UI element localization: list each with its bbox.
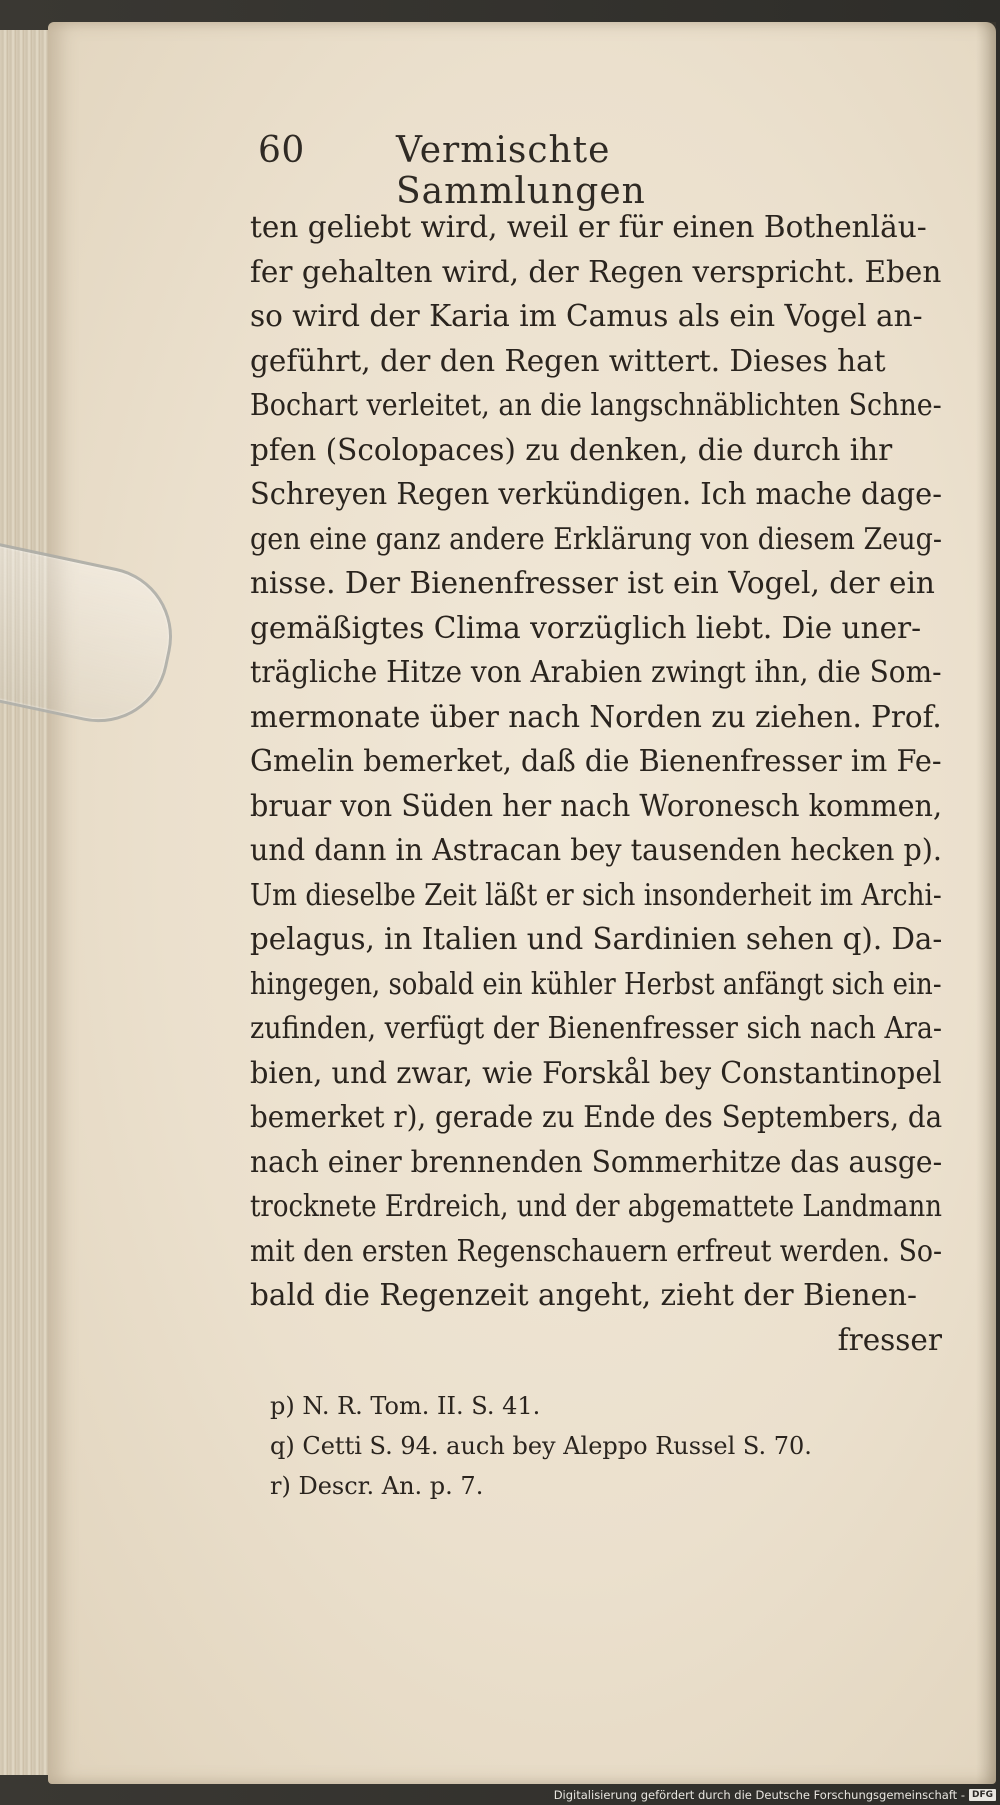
footnote: p) N. R. Tom. II. S. 41. [270,1392,541,1420]
text-line: bald die Regenzeit angeht, zieht der Bienen- [250,1278,918,1312]
text-line: Um dieselbe Zeit läßt er sich insonderheit im Archi- [250,877,942,912]
page-number: 60 [258,130,305,171]
digitization-credit [554,1788,996,1802]
text-line: ten geliebt wird, weil er für einen Bothenläu- [250,210,927,244]
catchword: fresser [837,1322,942,1357]
text-line: pelagus, in Italien und Sardinien sehen q). Da- [250,922,943,956]
text-line: Schreyen Regen verkündigen. Ich mache dage- [250,477,942,511]
text-line: und dann in Astracan bey tausenden hecken p). [250,833,942,867]
credit-text: Digitalisierung gefördert durch die Deutsche Forschungsgemeinschaft - [553,1788,965,1802]
text-line: bemerket r), gerade zu Ende des Septembers, da [250,1100,943,1134]
text-line: bruar von Süden her nach Woronesch kommen, [250,788,943,823]
text-line: so wird der Karia im Camus als ein Vogel an- [250,299,923,333]
footnotes [270,1386,910,1506]
text-line: gemäßigtes Clima vorzüglich liebt. Die uner- [250,610,922,645]
text-line: gen eine ganz andere Erklärung von diesem Zeug- [250,521,942,556]
catchword-line [250,1318,942,1363]
body-text [250,205,942,1362]
text-line: Gmelin bemerket, daß die Bienenfresser im Fe- [250,744,942,778]
text-line: trocknete Erdreich, und der abgemattete Landmann [250,1189,942,1223]
text-line: fer gehalten wird, der Regen verspricht. Eben [250,254,942,289]
footnote: r) Descr. An. p. 7. [270,1472,484,1500]
text-line: nisse. Der Bienenfresser ist ein Vogel, der ein [250,566,935,600]
footnote: q) Cetti S. 94. auch bey Aleppo Russel S. 70. [270,1432,812,1460]
text-line: nach einer brennenden Sommerhitze das ausge- [250,1144,943,1179]
text-line: Bochart verleitet, an die langschnäblichten Schne- [250,388,942,422]
running-head: Vermischte Sammlungen [396,130,646,212]
text-line: geführt, der den Regen wittert. Dieses hat [250,343,886,378]
text-line: trägliche Hitze von Arabien zwingt ihn, die Som- [250,655,942,689]
text-line: zufinden, verfügt der Bienenfresser sich nach Ara- [250,1011,943,1045]
text-line: bien, und zwar, wie Forskål bey Constantinopel [250,1055,942,1090]
text-line: pfen (Scolopaces) zu denken, die durch ihr [250,432,893,467]
text-line: mermonate über nach Norden zu ziehen. Prof. [250,699,942,734]
dfg-logo-icon: DFG [969,1789,996,1801]
text-line: mit den ersten Regenschauern erfreut werden. So- [250,1233,943,1268]
text-line: hingegen, sobald ein kühler Herbst anfängt sich ein- [250,966,942,1001]
page-header [258,130,818,212]
